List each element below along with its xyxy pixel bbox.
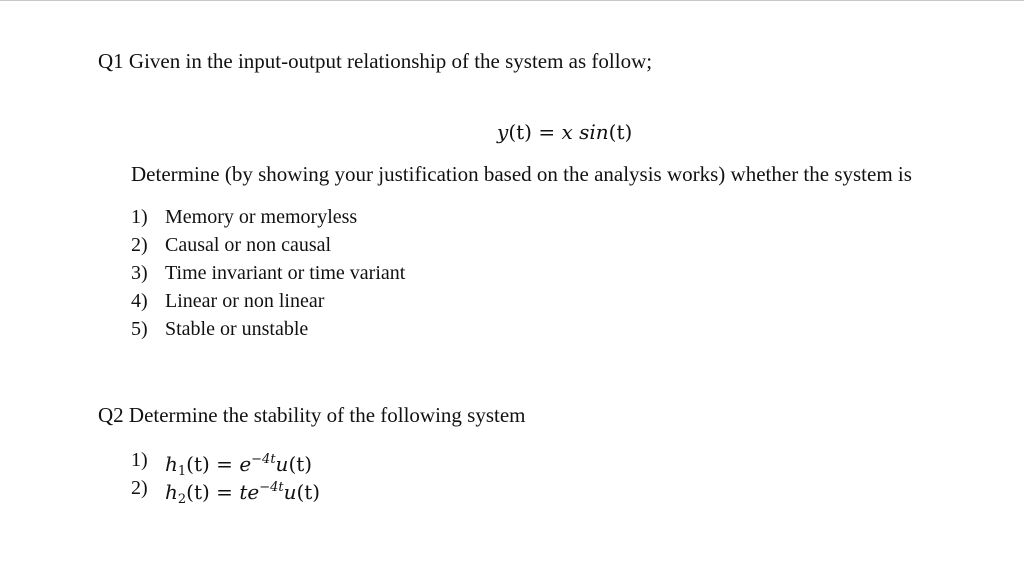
step-arg: (t) [288, 452, 313, 476]
impulse-response-equation [165, 476, 320, 512]
h-arg: (t) [186, 452, 210, 476]
step-arg: (t) [296, 480, 321, 504]
list-item [131, 317, 551, 345]
equation-rhs-arg: (t) [608, 120, 633, 144]
h-symbol: h [165, 452, 178, 476]
equation-lhs-arg: (t) [508, 120, 532, 144]
list-number: 1) [131, 449, 148, 471]
equals-sign: = [209, 480, 240, 504]
list-text: Stable or unstable [165, 318, 309, 340]
q2-list [131, 448, 551, 507]
equals-sign: = [209, 452, 240, 476]
equation-equals: = [531, 120, 562, 144]
list-number: 3) [131, 262, 148, 284]
exp-power: −4t [259, 480, 284, 495]
list-text: Memory or memoryless [165, 206, 358, 228]
q1-list [131, 205, 551, 345]
list-number: 4) [131, 290, 148, 312]
top-divider [0, 0, 1024, 1]
list-item [131, 205, 551, 233]
exp-power: −4t [251, 452, 276, 467]
list-number: 5) [131, 318, 148, 340]
q1-equation [497, 120, 632, 144]
exp-base: e [239, 452, 252, 476]
list-item [131, 476, 551, 507]
exp-base: te [239, 480, 260, 504]
q2-heading: Q2 Determine the stability of the following system [98, 403, 526, 427]
h-arg: (t) [186, 480, 210, 504]
list-text: Time invariant or time variant [165, 262, 406, 284]
q1-heading: Q1 Given in the input-output relationship of the system as follow; [98, 49, 653, 73]
h-subscript: 1 [177, 464, 187, 479]
equation-lhs: y [497, 120, 509, 144]
list-number: 1) [131, 206, 148, 228]
list-number: 2) [131, 234, 148, 256]
list-number: 2) [131, 477, 148, 499]
h-symbol: h [165, 480, 178, 504]
step-symbol: u [275, 452, 289, 476]
equation-rhs: x sin [561, 120, 609, 144]
q1-instruction: Determine (by showing your justification based on the analysis works) whether the system is [131, 162, 912, 186]
list-item [131, 233, 551, 261]
list-item [131, 448, 551, 479]
list-item [131, 289, 551, 317]
list-text: Linear or non linear [165, 290, 325, 312]
list-item [131, 261, 551, 289]
h-subscript: 2 [177, 492, 187, 507]
step-symbol: u [283, 480, 297, 504]
list-text: Causal or non causal [165, 234, 332, 256]
